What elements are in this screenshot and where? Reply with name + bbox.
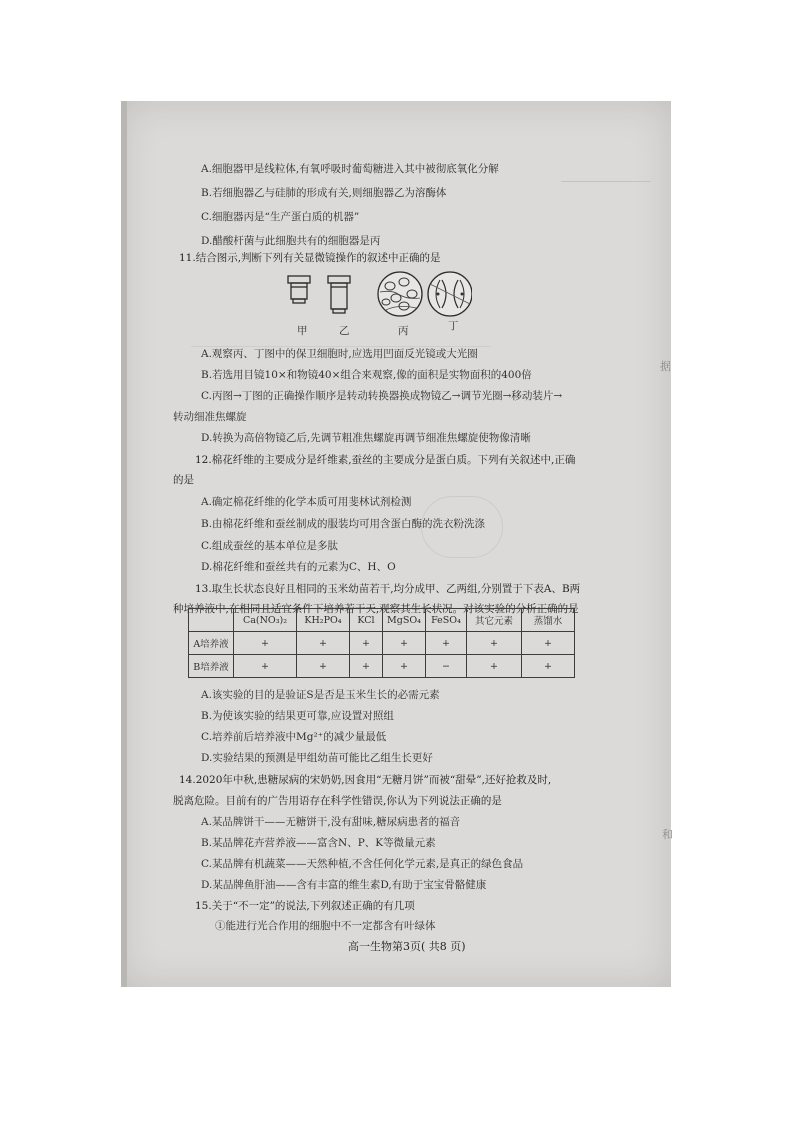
q11-option-a: A.观察丙、丁图中的保卫细胞时,应选用凹面反光镜或大光圈 (201, 348, 478, 360)
q15-stem: 15.关于“不一定”的说法,下列叙述正确的有几项 (195, 900, 415, 912)
q10-option-c: C.细胞器丙是“生产蛋白质的机器” (201, 211, 360, 223)
q12-option-d: D.棉花纤维和蚕丝共有的元素为C、H、O (201, 561, 396, 573)
q12-stem-continued: 的是 (173, 474, 194, 486)
q13-option-c: C.培养前后培养液中Mg²⁺的减少量最低 (201, 731, 387, 743)
bleed-through-mark (561, 181, 651, 192)
table-cell: + (522, 632, 575, 655)
q15-item-1: ①能进行光合作用的细胞中不一定都含有叶绿体 (215, 920, 436, 932)
q14-option-a: A.某品牌饼干——无糖饼干,没有甜味,糖尿病患者的福音 (201, 816, 461, 828)
q13-stem: 13.取生长状态良好且相同的玉米幼苗若干,均分成甲、乙两组,分别置于下表A、B两 (195, 583, 581, 595)
table-header-cell (189, 609, 234, 632)
q11-option-c-continued: 转动细准焦螺旋 (173, 411, 247, 423)
figure-label-ding: 丁 (448, 320, 459, 332)
q13-option-d: D.实验结果的预测是甲组幼苗可能比乙组生长更好 (201, 752, 433, 764)
q14-stem-continued: 脱离危险。目前有的广告用语存在科学性错误,你认为下列说法正确的是 (173, 795, 502, 807)
q14-option-b: B.某品牌花卉营养液——富含N、P、K等微量元素 (201, 837, 436, 849)
table-header-cell: KCl (350, 609, 383, 632)
margin-bleed-text: 据 (660, 360, 671, 373)
figure-label-yi: 乙 (339, 325, 350, 337)
q12-stem: 12.棉花纤维的主要成分是纤维素,蚕丝的主要成分是蛋白质。下列有关叙述中,正确 (195, 454, 576, 466)
margin-bleed-text: 和 (662, 828, 673, 841)
table-cell: A培养液 (189, 632, 234, 655)
table-cell: + (467, 632, 522, 655)
q12-option-b: B.由棉花纤维和蚕丝制成的服装均可用含蛋白酶的洗衣粉洗涤 (201, 518, 486, 530)
objective-yi-icon (328, 276, 350, 313)
q12-option-a: A.确定棉花纤维的化学本质可用斐林试剂检测 (201, 496, 412, 508)
q14-option-c: C.某品牌有机蔬菜——天然种植,不含任何化学元素,是真正的绿色食品 (201, 858, 524, 870)
q10-option-b: B.若细胞器乙与硅肺的形成有关,则细胞器乙为溶酶体 (201, 187, 447, 199)
table-cell: B培养液 (189, 655, 234, 678)
figure-label-jia: 甲 (297, 325, 308, 337)
table-cell: + (383, 655, 426, 678)
table-cell: + (350, 632, 383, 655)
q10-option-a: A.细胞器甲是线粒体,有氧呼吸时葡萄糖进入其中被彻底氧化分解 (201, 163, 499, 175)
q14-option-d: D.某品牌鱼肝油——含有丰富的维生素D,有助于宝宝骨骼健康 (201, 879, 487, 891)
table-header-cell: MgSO₄ (383, 609, 426, 632)
q12-option-c: C.组成蚕丝的基本单位是多肽 (201, 540, 338, 552)
q11-option-b: B.若选用目镜10×和物镜40×组合来观察,像的面积是实物面积的400倍 (201, 369, 532, 381)
page-edge-shadow (121, 101, 127, 987)
table-cell: + (467, 655, 522, 678)
table-cell: + (234, 655, 297, 678)
table-header-cell: FeSO₄ (426, 609, 467, 632)
field-view-bing-icon (378, 272, 422, 316)
table-cell: + (426, 632, 467, 655)
table-cell: + (383, 632, 426, 655)
q10-option-d: D.醋酸杆菌与此细胞共有的细胞器是丙 (201, 235, 381, 247)
objective-jia-icon (288, 276, 310, 303)
table-row (189, 632, 575, 655)
table-header-cell: 蒸馏水 (522, 609, 575, 632)
q13-option-a: A.该实验的目的是验证S是否是玉米生长的必需元素 (201, 689, 440, 701)
q14-stem: 14.2020年中秋,患糖尿病的宋奶奶,因食用“无糖月饼”而被“甜晕”,还好抢救及时, (179, 774, 552, 786)
q11-option-d: D.转换为高倍物镜乙后,先调节粗准焦螺旋再调节细准焦螺旋使物像清晰 (201, 432, 531, 444)
table-row (189, 655, 575, 678)
table-header-cell: 其它元素 (467, 609, 522, 632)
q11-option-c: C.丙图→丁图的正确操作顺序是转动转换器换成物镜乙→调节光圈→移动装片→ (201, 390, 563, 402)
table-cell: + (234, 632, 297, 655)
table-cell: + (350, 655, 383, 678)
table-cell: − (426, 655, 467, 678)
table-header-cell: Ca(NO₃)₂ (234, 609, 297, 632)
nutrient-solution-table (188, 608, 575, 678)
table-cell: + (297, 655, 350, 678)
q11-stem: 11.结合图示,判断下列有关显微镜操作的叙述中正确的是 (179, 252, 441, 264)
q13-option-b: B.为使该实验的结果更可靠,应设置对照组 (201, 710, 394, 722)
table-cell: + (522, 655, 575, 678)
q13-stem-continued: 种培养液中,在相同且适宜条件下培养若干天,观察其生长状况。对该实验的分析正确的是 (173, 603, 579, 615)
page-footer: 高一生物第3页( 共8 页) (348, 940, 466, 953)
table-header-row (189, 609, 575, 632)
table-cell: + (297, 632, 350, 655)
figure-label-bing: 丙 (398, 325, 409, 337)
microscope-figure (282, 270, 472, 342)
table-header-cell: KH₂PO₄ (297, 609, 350, 632)
field-view-ding-icon (428, 272, 472, 316)
